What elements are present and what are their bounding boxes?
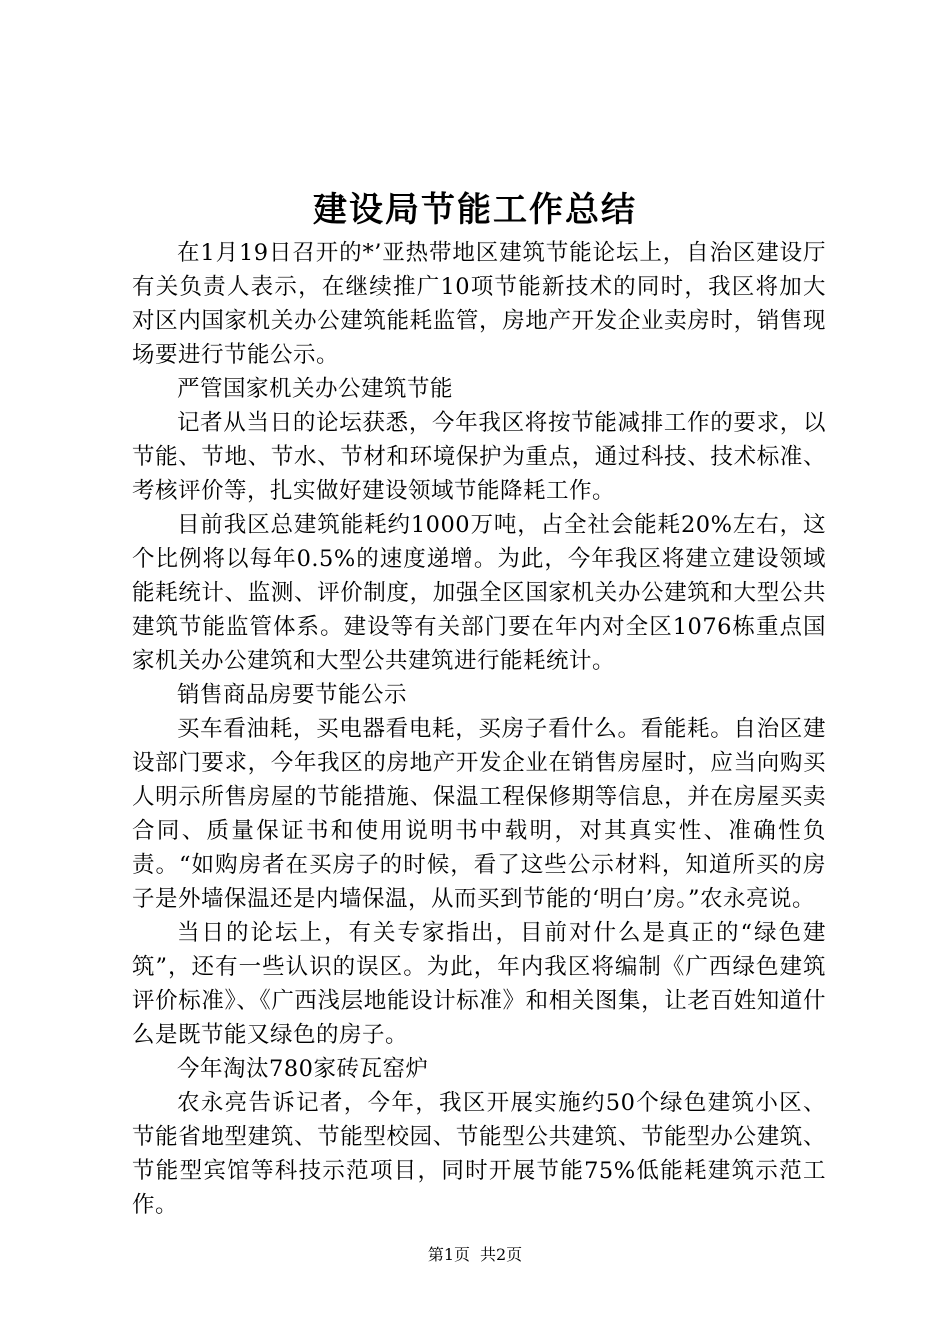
- paragraph: 买车看油耗，买电器看电耗，买房子看什么。看能耗。自治区建设部门要求，今年我区的房地产开发企业在销售房屋时，应当向购买人明示所售房屋的节能措施、保温工程保修期等信息，并在房屋买卖合同、质量保证书和使用说明书中载明，对其真实性、准确性负责。“如购房者在买房子的时候，看了这些公示材料，知道所买的房子是外墙保温还是内墙保温，从而买到节能的‘明白’房。”农永亮说。: [132, 716, 826, 912]
- paragraph: 记者从当日的论坛获悉，今年我区将按节能减排工作的要求，以节能、节地、节水、节材和环境保护为重点，通过科技、技术标准、考核评价等，扎实做好建设领域节能降耗工作。: [132, 410, 826, 504]
- paragraph: 农永亮告诉记者，今年，我区开展实施约50个绿色建筑小区、节能省地型建筑、节能型校园、节能型公共建筑、节能型办公建筑、节能型宾馆等科技示范项目，同时开展节能75%低能耗建筑示范工作。: [132, 1090, 826, 1218]
- document-body: [132, 236, 826, 1222]
- page-total: 共2页: [480, 1245, 523, 1264]
- paragraph: 在1月19日召开的*’亚热带地区建筑节能论坛上，自治区建设厅有关负责人表示，在继续推广10项节能新技术的同时，我区将加大对区内国家机关办公建筑能耗监管，房地产开发企业卖房时，销售现场要进行节能公示。: [132, 240, 826, 368]
- paragraph: 目前我区总建筑能耗约1000万吨，占全社会能耗20%左右，这个比例将以每年0.5%的速度递增。为此，今年我区将建立建设领域能耗统计、监测、评价制度，加强全区国家机关办公建筑和大型公共建筑节能监管体系。建设等有关部门要在年内对全区1076栋重点国家机关办公建筑和大型公共建筑进行能耗统计。: [132, 512, 826, 674]
- page-footer: [0, 1244, 950, 1266]
- paragraph: 当日的论坛上，有关专家指出，目前对什么是真正的“绿色建筑”，还有一些认识的误区。为此，年内我区将编制《广西绿色建筑评价标准》、《广西浅层地能设计标准》和相关图集，让老百姓知道什么是既节能又绿色的房子。: [132, 920, 826, 1048]
- section-heading: 严管国家机关办公建筑节能: [177, 376, 454, 402]
- section-heading: 今年淘汰780家砖瓦窑炉: [177, 1056, 429, 1082]
- document-title: 建设局节能工作总结: [313, 190, 637, 230]
- page-number: 第1页: [427, 1245, 470, 1264]
- section-heading: 销售商品房要节能公示: [177, 682, 408, 708]
